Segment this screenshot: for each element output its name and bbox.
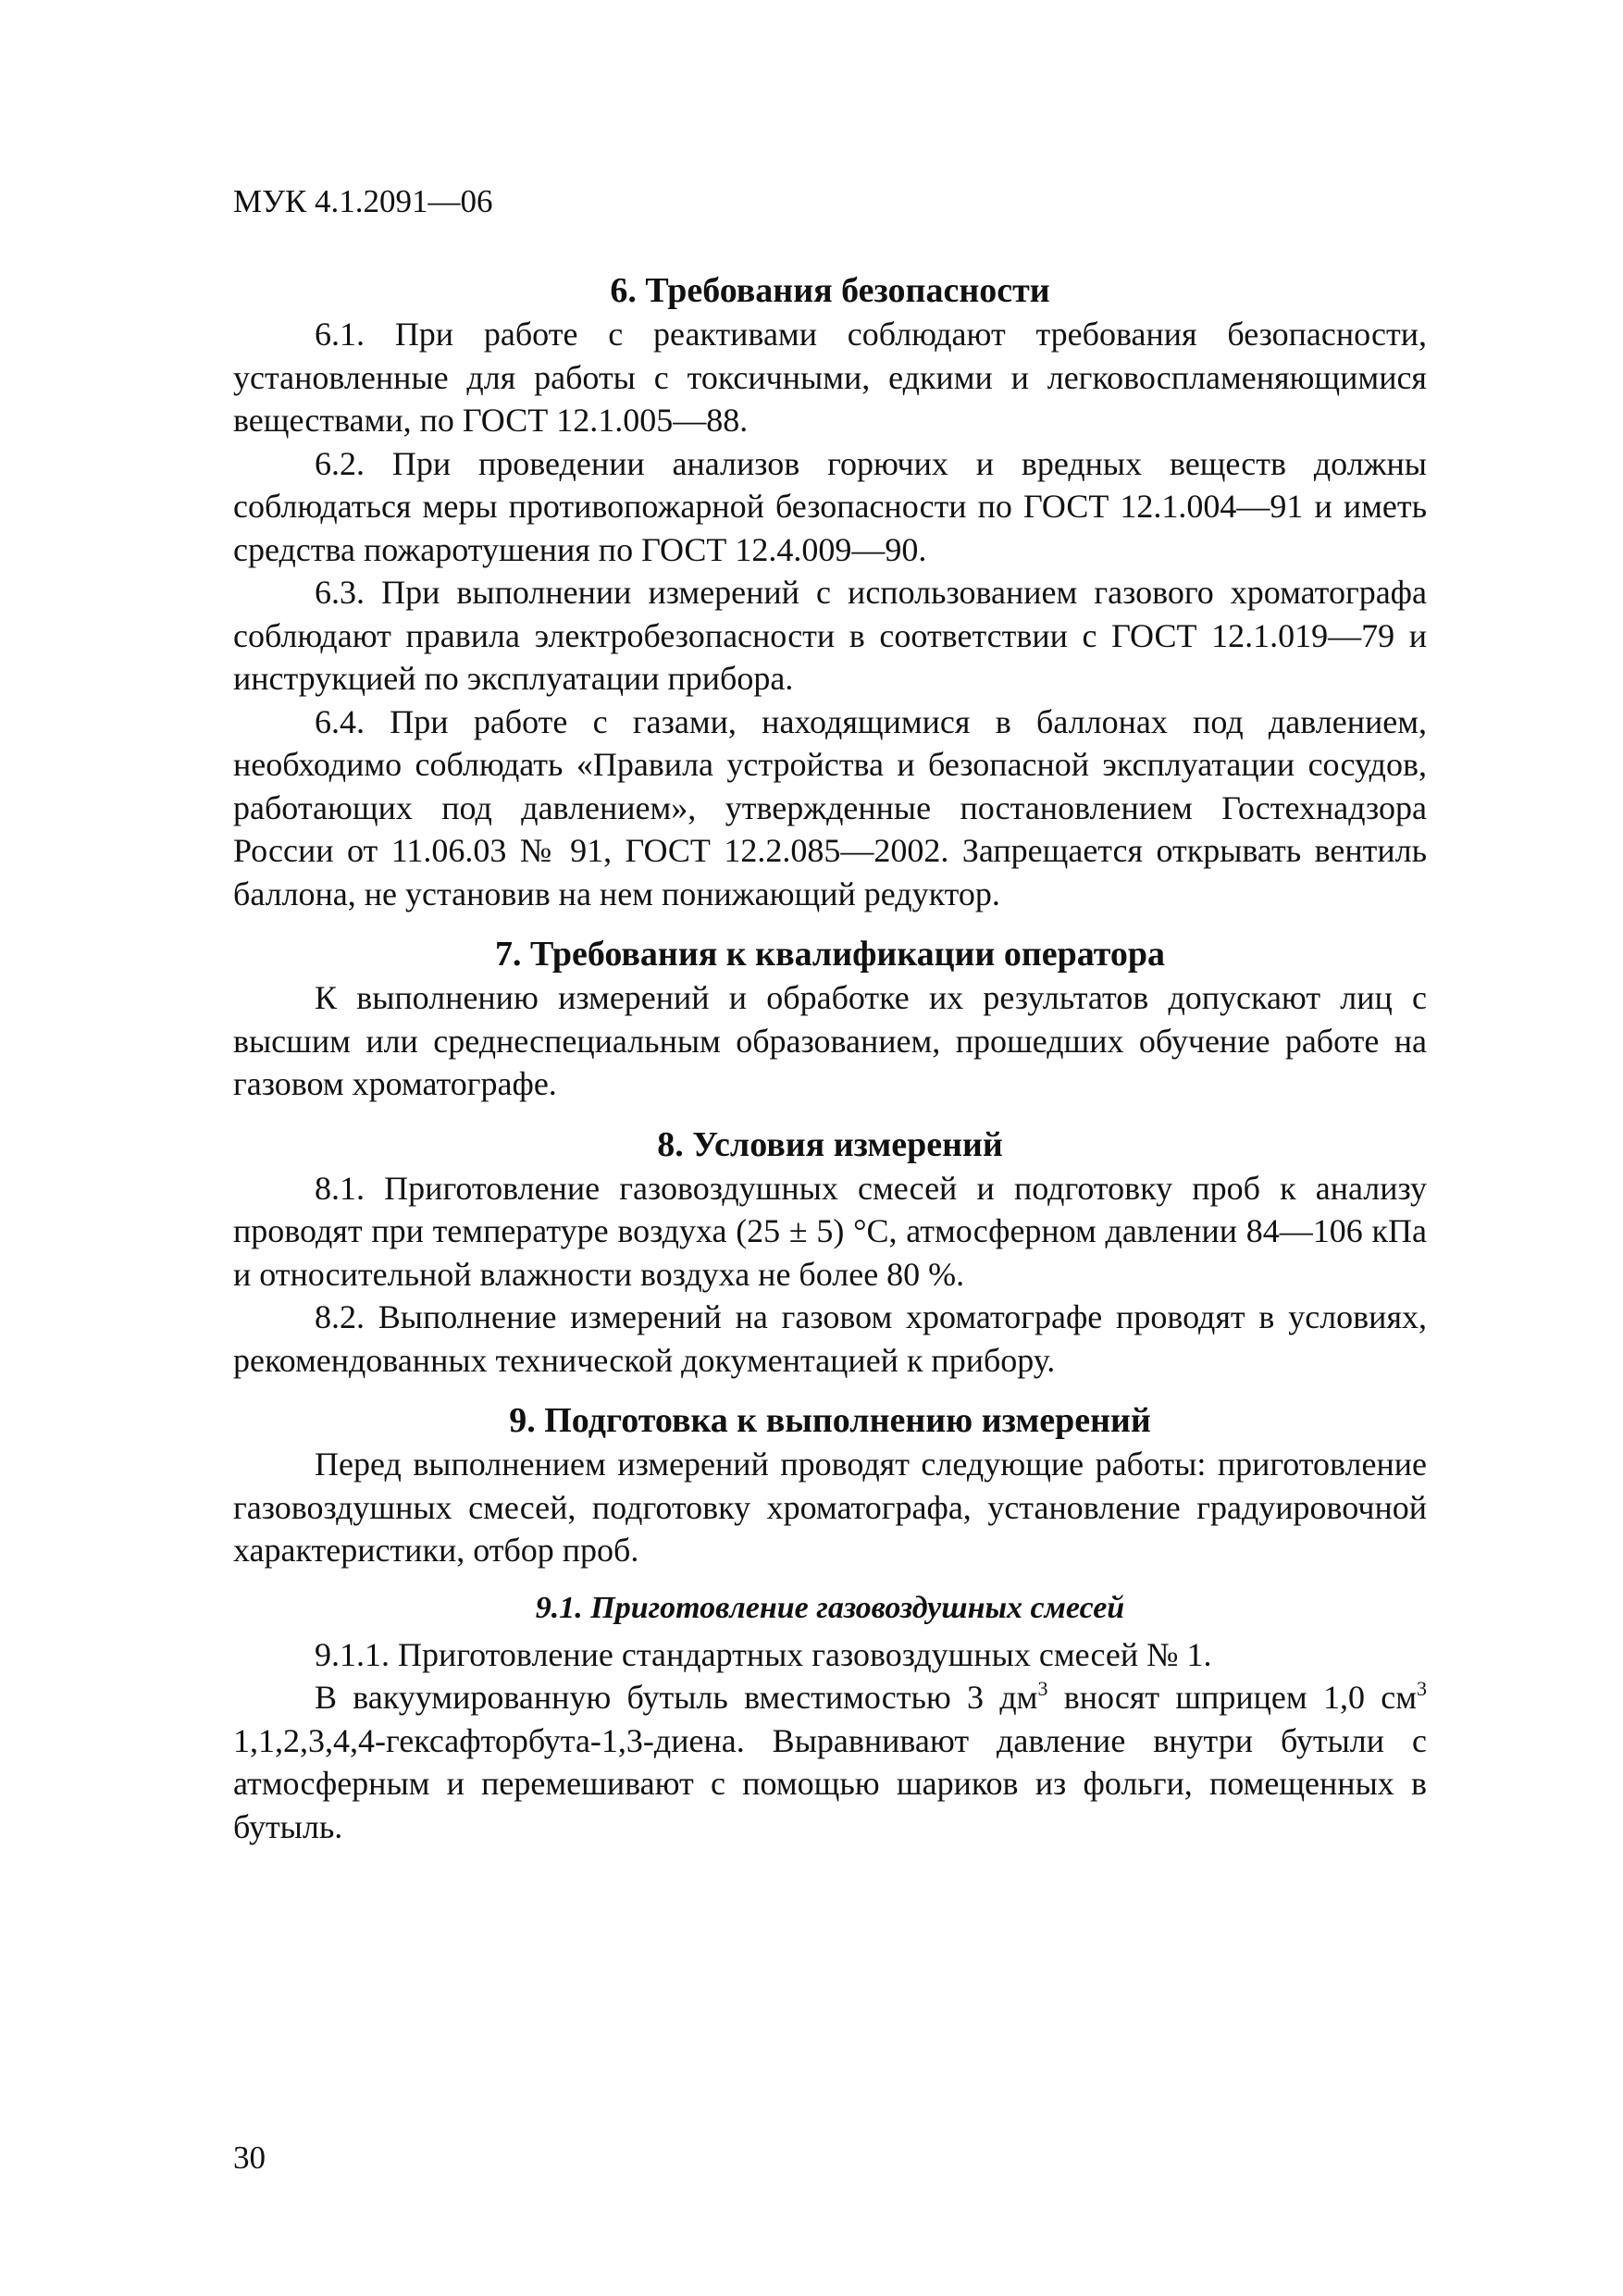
document-body [233,268,1427,1848]
paragraph-6-1: 6.1. При работе с реактивами соблюдают требования безопасности, установленные для работы с токсичными, едкими и легковоспламеняющимися веществами, по ГОСТ 12.1.005—88. [233,316,1427,439]
superscript-cube-2: 3 [1417,1677,1428,1700]
section-9-title: 9. Подготовка к выполнению измерений [509,1401,1151,1440]
paragraph-9-1-1: 9.1.1. Приготовление стандартных газовоздушных смесей № 1. [315,1635,1212,1673]
subsection-9-1-title: 9.1. Приготовление газовоздушных смесей [535,1590,1125,1625]
section-6-title: 6. Требования безопасности [610,271,1050,310]
paragraph-8-1: 8.1. Приготовление газовоздушных смесей и подготовку проб к анализу проводят при температуре воздуха (25 ± 5) °С, атмосферном давлении 84—106 кПа и относительной влажности воздуха не более 80 %. [233,1169,1427,1293]
superscript-cube-1: 3 [1037,1677,1048,1700]
paragraph-6-2: 6.2. При проведении анализов горючих и вредных веществ должны соблюдаться меры противопожарной безопасности по ГОСТ 12.1.004—91 и иметь средства пожаротушения по ГОСТ 12.4.009—90. [233,444,1427,568]
section-8-title: 8. Условия измерений [657,1124,1003,1164]
procedure-text-part-1: В вакуумированную бутыль вместимостью 3 дм [315,1679,1038,1716]
procedure-text-part-2: вносят шприцем 1,0 см [1047,1679,1418,1716]
procedure-text-part-3: 1,1,2,3,4,4-гексафторбута-1,3-диена. Выравнивают давление внутри бутыли с атмосферным и перемешивают с помощью шариков из фольги, помещенных в бутыль. [233,1721,1427,1845]
paragraph-9-1-1-procedure [233,1676,1427,1848]
document-code: МУК 4.1.2091—06 [233,183,493,219]
paragraph-8-2: 8.2. Выполнение измерений на газовом хроматографе проводят в условиях, рекомендованных технической документацией к прибору. [233,1298,1427,1379]
paragraph-6-3: 6.3. При выполнении измерений с использованием газового хроматографа соблюдают правила электробезопасности в соответствии с ГОСТ 12.1.019—79 и инструкцией по эксплуатации прибора. [233,574,1427,697]
paragraph-9-intro: Перед выполнением измерений проводят следующие работы: приготовление газовоздушных смесей, подготовку хроматографа, установление градуировочной характеристики, отбор проб. [233,1446,1427,1569]
paragraph-7: К выполнению измерений и обработке их результатов допускают лиц с высшим или среднеспециальным образованием, прошедших обучение работе на газовом хроматографе. [233,979,1427,1102]
section-7-title: 7. Требования к квалификации оператора [494,935,1166,974]
paragraph-6-4: 6.4. При работе с газами, находящимися в баллонах под давлением, необходимо соблюдать «Правила устройства и безопасной эксплуатации сосудов, работающих под давлением», утвержденные постановлением Гостехнадзора России от 11.06.03 № 91, ГОСТ 12.2.085—2002. Запрещается открывать вентиль баллона, не установив на нем понижающий редуктор. [233,702,1427,912]
page-number: 30 [233,2140,266,2176]
